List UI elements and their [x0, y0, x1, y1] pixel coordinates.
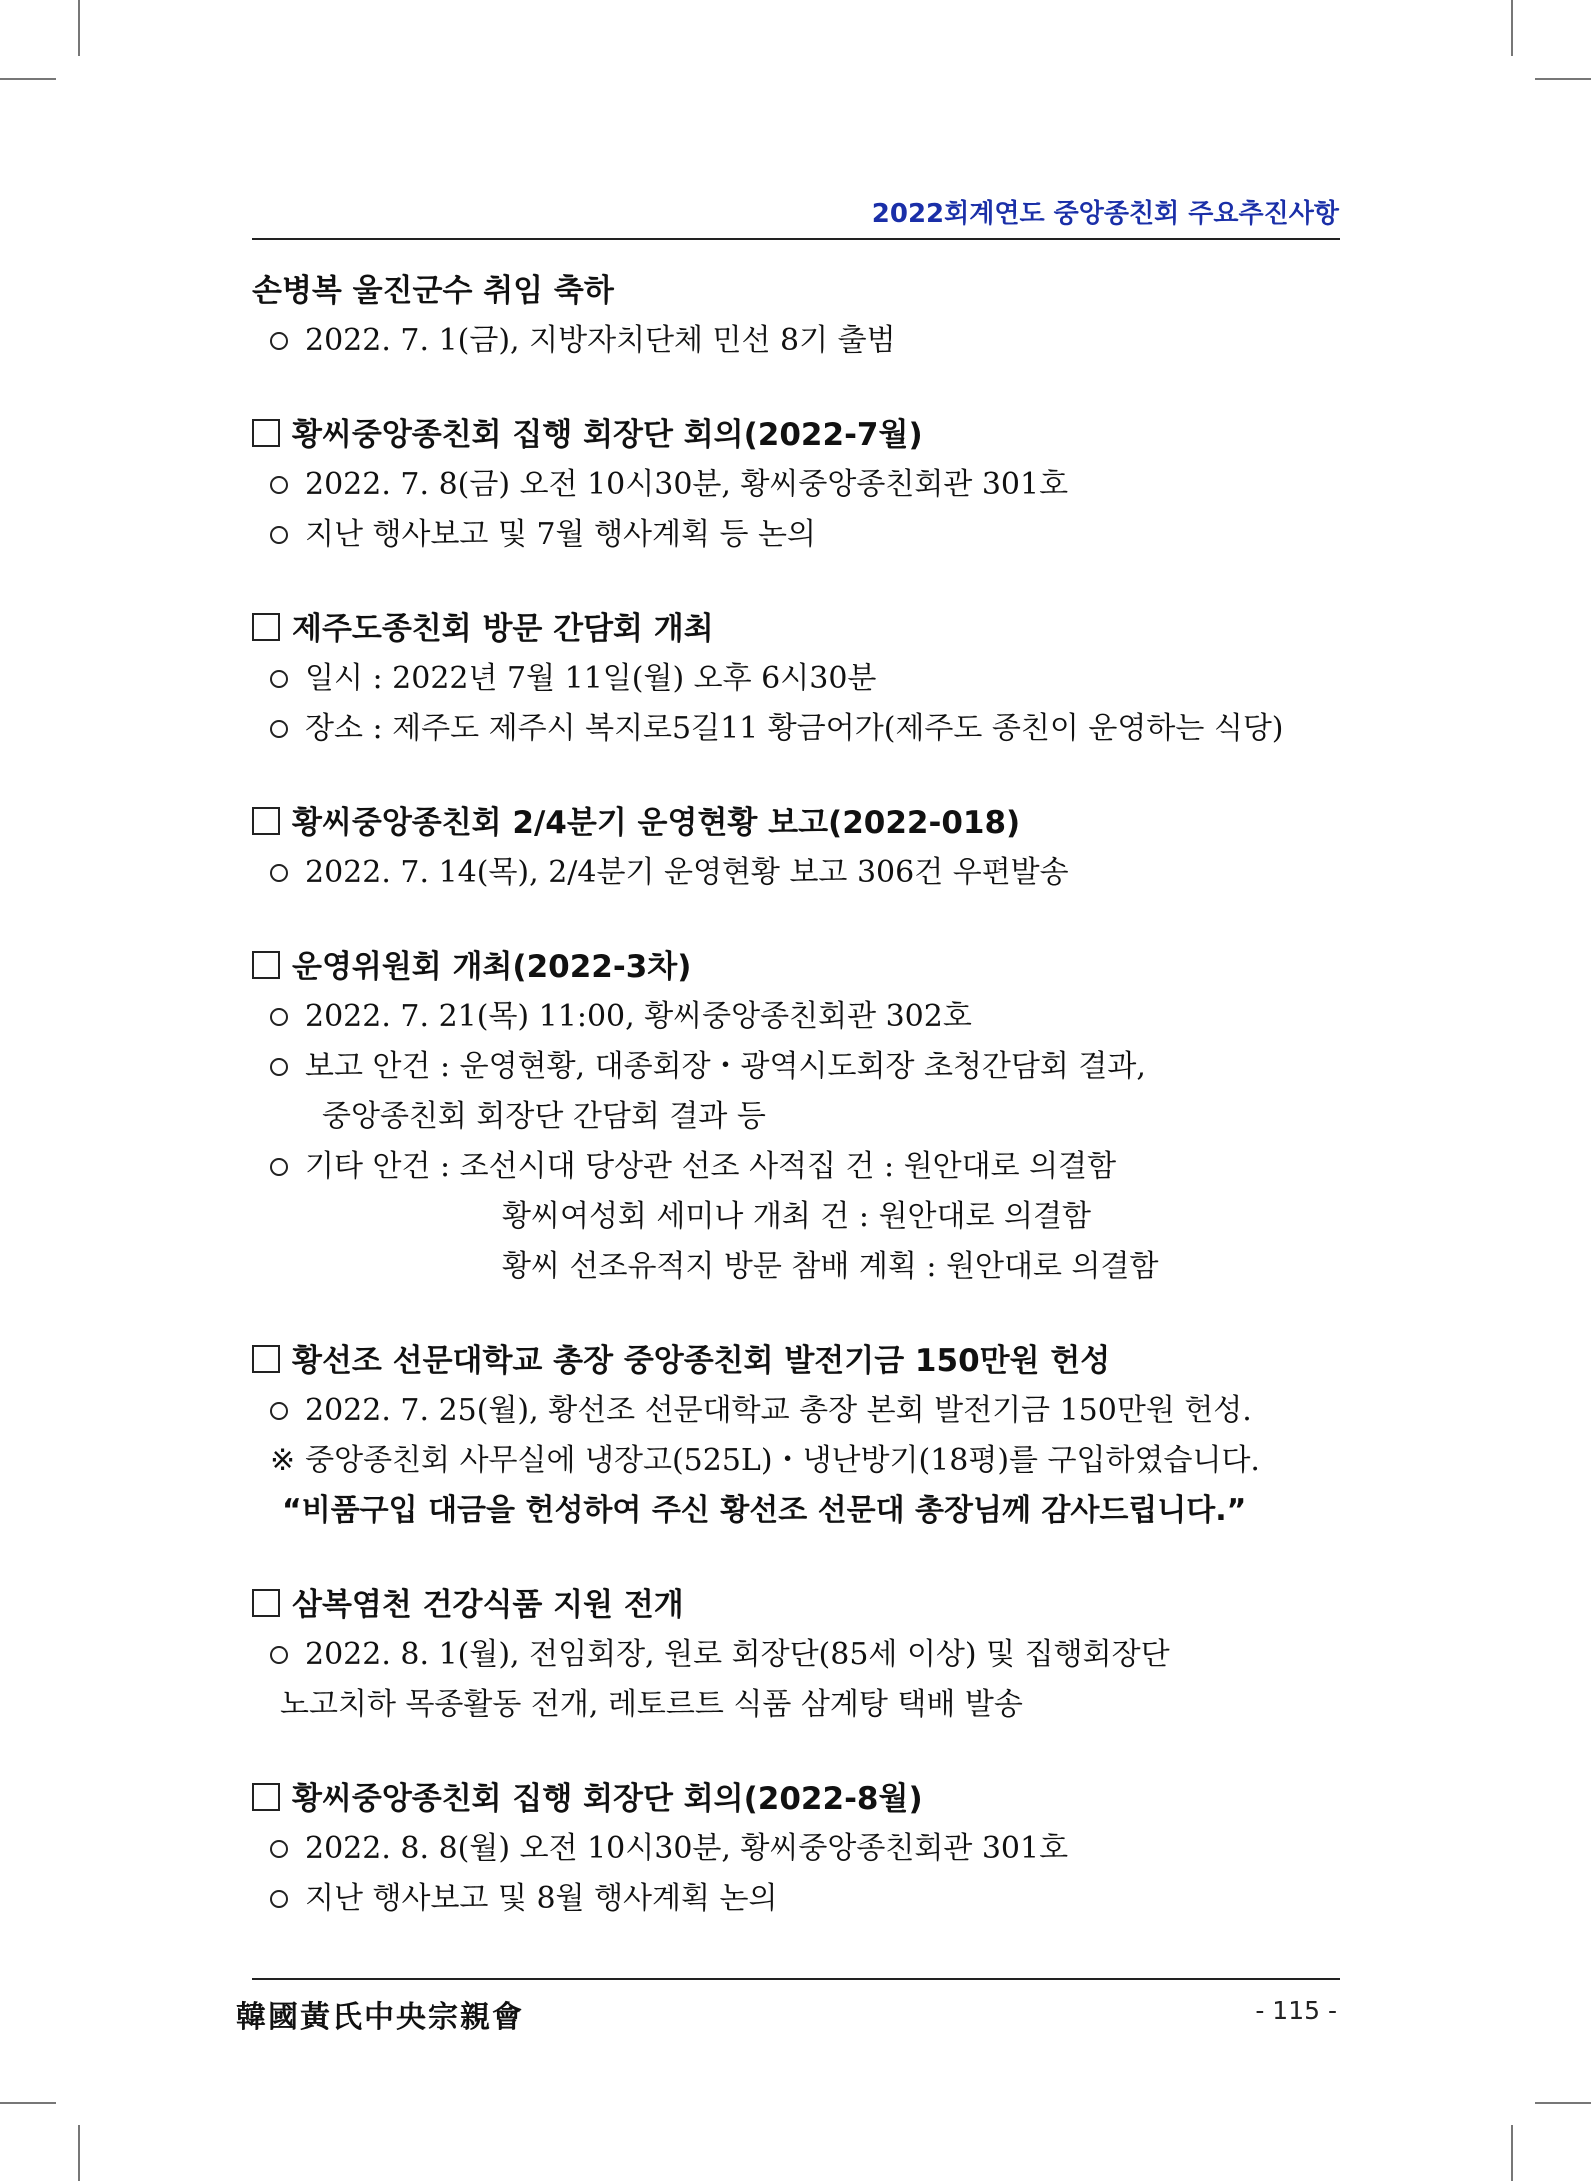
list-item-text: 지난 행사보고 및 8월 행사계획 논의 [305, 1881, 778, 1916]
circle-bullet-icon [270, 476, 288, 494]
list-item [252, 704, 1352, 754]
list-item [252, 1386, 1352, 1436]
running-header-title: 2022회계연도 중앙종친회 주요추진사항 [871, 199, 1339, 229]
list-item-text: 2022. 8. 1(월), 전임회장, 원로 회장단(85세 이상) 및 집행회장단 [305, 1637, 1170, 1672]
circle-bullet-icon [270, 1646, 288, 1664]
circle-bullet-icon [270, 670, 288, 688]
organization-logo: 韓國黃氏中央宗親會 [236, 2000, 524, 2035]
checkbox-square-icon [252, 807, 280, 835]
section-title [252, 604, 1352, 654]
list-item [252, 1142, 1352, 1192]
section-title-text: 황씨중앙종친회 2/4분기 운영현황 보고(2022-018) [292, 805, 1021, 841]
section-health-food [252, 1580, 1352, 1730]
list-item-text: 2022. 7. 1(금), 지방자치단체 민선 8기 출범 [305, 323, 896, 358]
checkbox-square-icon [252, 1783, 280, 1811]
section-donation [252, 1336, 1352, 1536]
header-rule [252, 238, 1340, 240]
crop-mark [1511, 2125, 1513, 2181]
section-quarterly-report [252, 798, 1352, 898]
section-title-text: 황씨중앙종친회 집행 회장단 회의(2022-7월) [292, 417, 923, 453]
crop-mark [78, 2125, 80, 2181]
thanks-quote: “비품구입 대금을 헌성하여 주신 황선조 선문대 총장님께 감사드립니다.” [282, 1493, 1247, 1528]
section-meeting-august [252, 1774, 1352, 1924]
note-item [252, 1436, 1352, 1486]
list-item-text: 보고 안건 : 운영현황, 대종회장・광역시도회장 초청간담회 결과, [305, 1049, 1146, 1084]
crop-mark [1535, 2102, 1591, 2104]
section-title-text: 황선조 선문대학교 총장 중앙종친회 발전기금 150만원 헌성 [292, 1343, 1111, 1379]
sub-item: 황씨여성회 세미나 개최 건 : 원안대로 의결함 [502, 1199, 1091, 1234]
list-item [252, 1874, 1352, 1924]
checkbox-square-icon [252, 419, 280, 447]
section-title [252, 1336, 1352, 1386]
circle-bullet-icon [270, 1058, 288, 1076]
footer-rule [252, 1978, 1340, 1980]
list-item-continuation: 노고치하 목종활동 전개, 레토르트 식품 삼계탕 택배 발송 [280, 1687, 1023, 1722]
checkbox-square-icon [252, 951, 280, 979]
note-text: 중앙종친회 사무실에 냉장고(525L)・냉난방기(18평)를 구입하였습니다. [305, 1443, 1260, 1478]
circle-bullet-icon [270, 526, 288, 544]
circle-bullet-icon [270, 1008, 288, 1026]
circle-bullet-icon [270, 720, 288, 738]
list-item-text: 2022. 7. 14(목), 2/4분기 운영현황 보고 306건 우편발송 [305, 855, 1069, 890]
reference-mark: ※ [270, 1443, 296, 1478]
page-number: - 115 - [1255, 1996, 1337, 2025]
circle-bullet-icon [270, 864, 288, 882]
list-item [252, 654, 1352, 704]
list-item-text: 기타 안건 : 조선시대 당상관 선조 사적집 건 : 원안대로 의결함 [305, 1149, 1117, 1184]
list-item-text: 2022. 7. 8(금) 오전 10시30분, 황씨중앙종친회관 301호 [305, 467, 1069, 502]
circle-bullet-icon [270, 1402, 288, 1420]
section-title [252, 798, 1352, 848]
list-item [252, 848, 1352, 898]
section-title-text: 제주도종친회 방문 간담회 개최 [292, 611, 714, 647]
circle-bullet-icon [270, 1158, 288, 1176]
section-title: 손병복 울진군수 취임 축하 [252, 273, 614, 309]
circle-bullet-icon [270, 332, 288, 350]
list-item-continuation: 중앙종친회 회장단 간담회 결과 등 [322, 1099, 766, 1134]
checkbox-square-icon [252, 613, 280, 641]
section-title [252, 1580, 1352, 1630]
list-item [252, 510, 1352, 560]
checkbox-square-icon [252, 1345, 280, 1373]
sub-item: 황씨 선조유적지 방문 참배 계획 : 원안대로 의결함 [502, 1249, 1159, 1284]
circle-bullet-icon [270, 1840, 288, 1858]
list-item [252, 992, 1352, 1042]
section-inauguration [252, 266, 1352, 366]
list-item-text: 일시 : 2022년 7월 11일(월) 오후 6시30분 [305, 661, 877, 696]
section-jeju-visit [252, 604, 1352, 754]
crop-mark [78, 0, 80, 56]
section-title-text: 삼복염천 건강식품 지원 전개 [292, 1587, 684, 1623]
page-content [252, 266, 1352, 1968]
crop-mark [1511, 0, 1513, 56]
list-item [252, 1042, 1352, 1092]
section-meeting-july [252, 410, 1352, 560]
list-item-text: 지난 행사보고 및 7월 행사계획 등 논의 [305, 517, 817, 552]
section-title [252, 410, 1352, 460]
section-title-text: 운영위원회 개최(2022-3차) [292, 949, 692, 985]
list-item-text: 2022. 8. 8(월) 오전 10시30분, 황씨중앙종친회관 301호 [305, 1831, 1069, 1866]
section-title [252, 942, 1352, 992]
crop-mark [0, 78, 56, 80]
section-title-text: 황씨중앙종친회 집행 회장단 회의(2022-8월) [292, 1781, 923, 1817]
list-item [252, 1824, 1352, 1874]
list-item [252, 1630, 1352, 1680]
list-item-text: 2022. 7. 21(목) 11:00, 황씨중앙종친회관 302호 [305, 999, 972, 1034]
list-item-text: 2022. 7. 25(월), 황선조 선문대학교 총장 본회 발전기금 150만원 헌성. [305, 1393, 1252, 1428]
crop-mark [1535, 78, 1591, 80]
list-item [252, 316, 1352, 366]
list-item-text: 장소 : 제주도 제주시 복지로5길11 황금어가(제주도 종친이 운영하는 식당) [305, 711, 1284, 746]
checkbox-square-icon [252, 1589, 280, 1617]
section-title [252, 1774, 1352, 1824]
list-item [252, 460, 1352, 510]
section-steering-committee [252, 942, 1352, 1292]
crop-mark [0, 2102, 56, 2104]
circle-bullet-icon [270, 1890, 288, 1908]
